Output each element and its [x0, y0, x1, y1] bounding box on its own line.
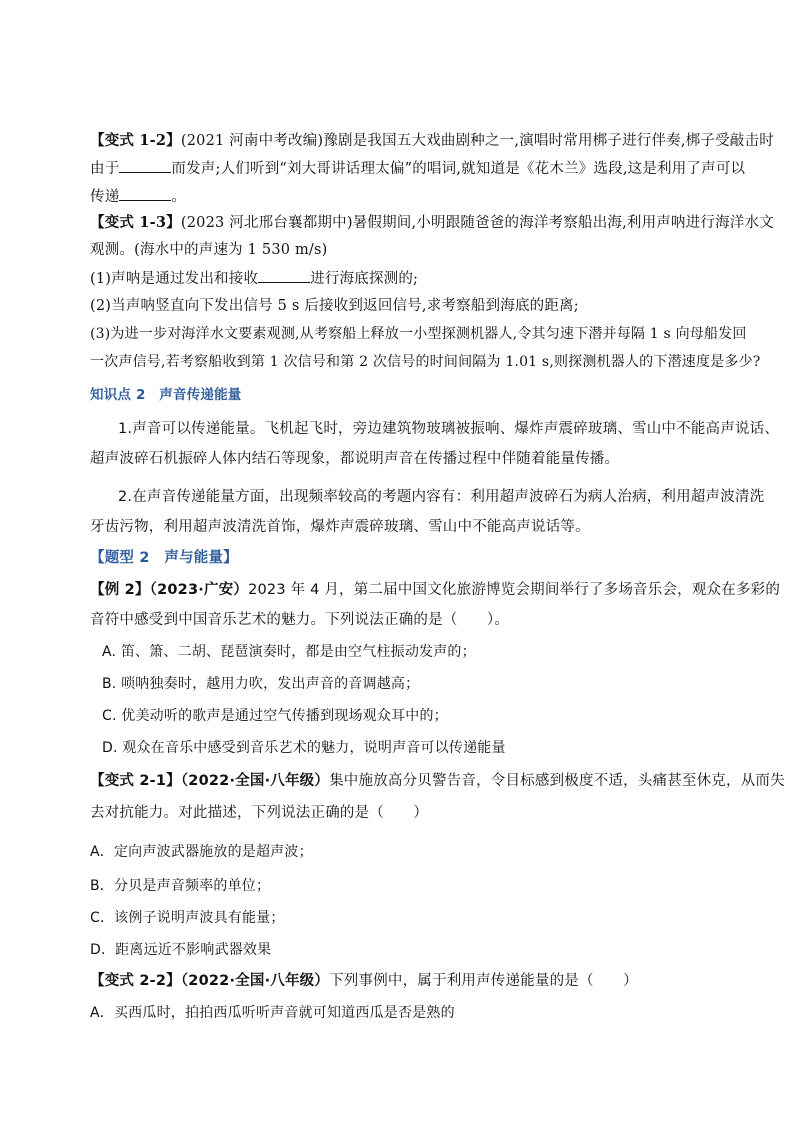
question-3-line-2: 一次声信号,若考察船收到第 1 次信号和第 2 次信号的时间间隔为 1.01 s,则探测机器人的下潜速度是多少? — [90, 354, 761, 370]
variant-1-3-line-2: 观测。(海水中的声速为 1 530 m/s) — [90, 242, 328, 258]
variant-tag: 【变式 2-1】 — [90, 773, 181, 789]
variant-source: （2022·全国·八年级） — [180, 773, 330, 789]
variant-2-1-option-c: C．该例子说明声波具有能量； — [90, 910, 285, 926]
variant-tag: 【变式 2-2】 — [90, 973, 181, 989]
kp-paragraph-2-line-1: 2.在声音传递能量方面，出现频率较高的考题内容有：利用超声波碎石为病人治病，利用超声波清洗 — [118, 489, 765, 505]
kp-paragraph-2-line-2: 牙齿污物，利用超声波清洗首饰，爆炸声震碎玻璃、雪山中不能高声说话等。 — [90, 519, 590, 535]
kp-paragraph-1-line-2: 超声波碎石机振碎人体内结石等现象，都说明声音在传播过程中伴随着能量传播。 — [90, 451, 620, 467]
answer-blank[interactable] — [119, 158, 171, 173]
question-3-line-1: (3)为进一步对海洋水文要素观测,从考察船上释放一小型探测机器人,令其匀速下潜并每隔 1 s 向母船发回 — [90, 326, 747, 342]
example-source: （2023·广安） — [149, 582, 249, 598]
variant-1-2-line-3: 传递 。 — [90, 186, 730, 207]
variant-2-1-option-d: D．距离远近不影响武器效果 — [90, 942, 272, 958]
kp-paragraph-1-line-1: 1.声音可以传递能量。飞机起飞时，旁边建筑物玻璃被振响、爆炸声震碎玻璃、雪山中不能高声说话、 — [118, 421, 780, 437]
variant-tag: 【变式 1-3】 — [90, 214, 181, 231]
variant-2-1-option-a: A．定向声波武器施放的是超声波； — [90, 844, 313, 860]
answer-blank[interactable] — [119, 186, 171, 201]
question-type-heading: 【题型 2 声与能量】 — [90, 550, 238, 566]
question-2: (2)当声呐竖直向下发出信号 5 s 后接收到返回信号,求考察船到海底的距离; — [90, 298, 579, 314]
variant-1-2-line-1: 【变式 1-2】(2021 河南中考改编)豫剧是我国五大戏曲剧种之一,演唱时常用梆子进行伴奏,梆子受敲击时 — [90, 132, 774, 149]
variant-tag: 【变式 1-2】 — [90, 132, 181, 149]
knowledge-point-heading: 知识点 2 声音传递能量 — [90, 387, 242, 403]
example-2-option-a: A. 笛、箫、二胡、琵琶演奏时，都是由空气柱振动发声的； — [102, 644, 476, 660]
variant-2-1-option-b: B．分贝是声音频率的单位； — [90, 878, 271, 894]
question-1: (1)声呐是通过发出和接收 进行海底探测的; — [90, 268, 730, 289]
example-2-option-b: B. 唢呐独奏时，越用力吹，发出声音的音调越高； — [102, 676, 420, 692]
variant-source: （2022·全国·八年级） — [180, 973, 330, 989]
variant-2-1-line-1: 【变式 2-1】（2022·全国·八年级）集中施放高分贝警告音，令目标感到极度不适，头痛甚至休克，从而失 — [90, 773, 785, 789]
example-2-line-1: 【例 2】（2023·广安）2023 年 4 月，第二届中国文化旅游博览会期间举行了多场音乐会，观众在多彩的 — [90, 582, 781, 598]
example-2-option-c: C. 优美动听的歌声是通过空气传播到现场观众耳中的； — [102, 708, 448, 724]
answer-blank[interactable] — [258, 268, 310, 283]
example-tag: 【例 2】 — [90, 582, 150, 598]
variant-2-1-line-2: 去对抗能力。对此描述，下列说法正确的是（ ） — [90, 805, 429, 821]
variant-1-3-line-1: 【变式 1-3】(2023 河北邢台襄都期中)暑假期间,小明跟随爸爸的海洋考察船出海,利用声呐进行海洋水文 — [90, 214, 774, 231]
example-2-line-2: 音符中感受到中国音乐艺术的魅力。下列说法正确的是（ ）。 — [90, 612, 510, 628]
variant-2-2-line-1: 【变式 2-2】（2022·全国·八年级）下列事例中，属于利用声传递能量的是（ ） — [90, 973, 638, 989]
variant-1-2-line-2: 由于 而发声;人们听到“刘大哥讲话理太偏”的唱词,就知道是《花木兰》选段,这是利用了声可以 — [90, 158, 730, 179]
example-2-option-d: D. 观众在音乐中感受到音乐艺术的魅力，说明声音可以传递能量 — [102, 740, 506, 756]
variant-2-2-option-a: A．买西瓜时，拍拍西瓜听听声音就可知道西瓜是否是熟的 — [90, 1005, 455, 1021]
